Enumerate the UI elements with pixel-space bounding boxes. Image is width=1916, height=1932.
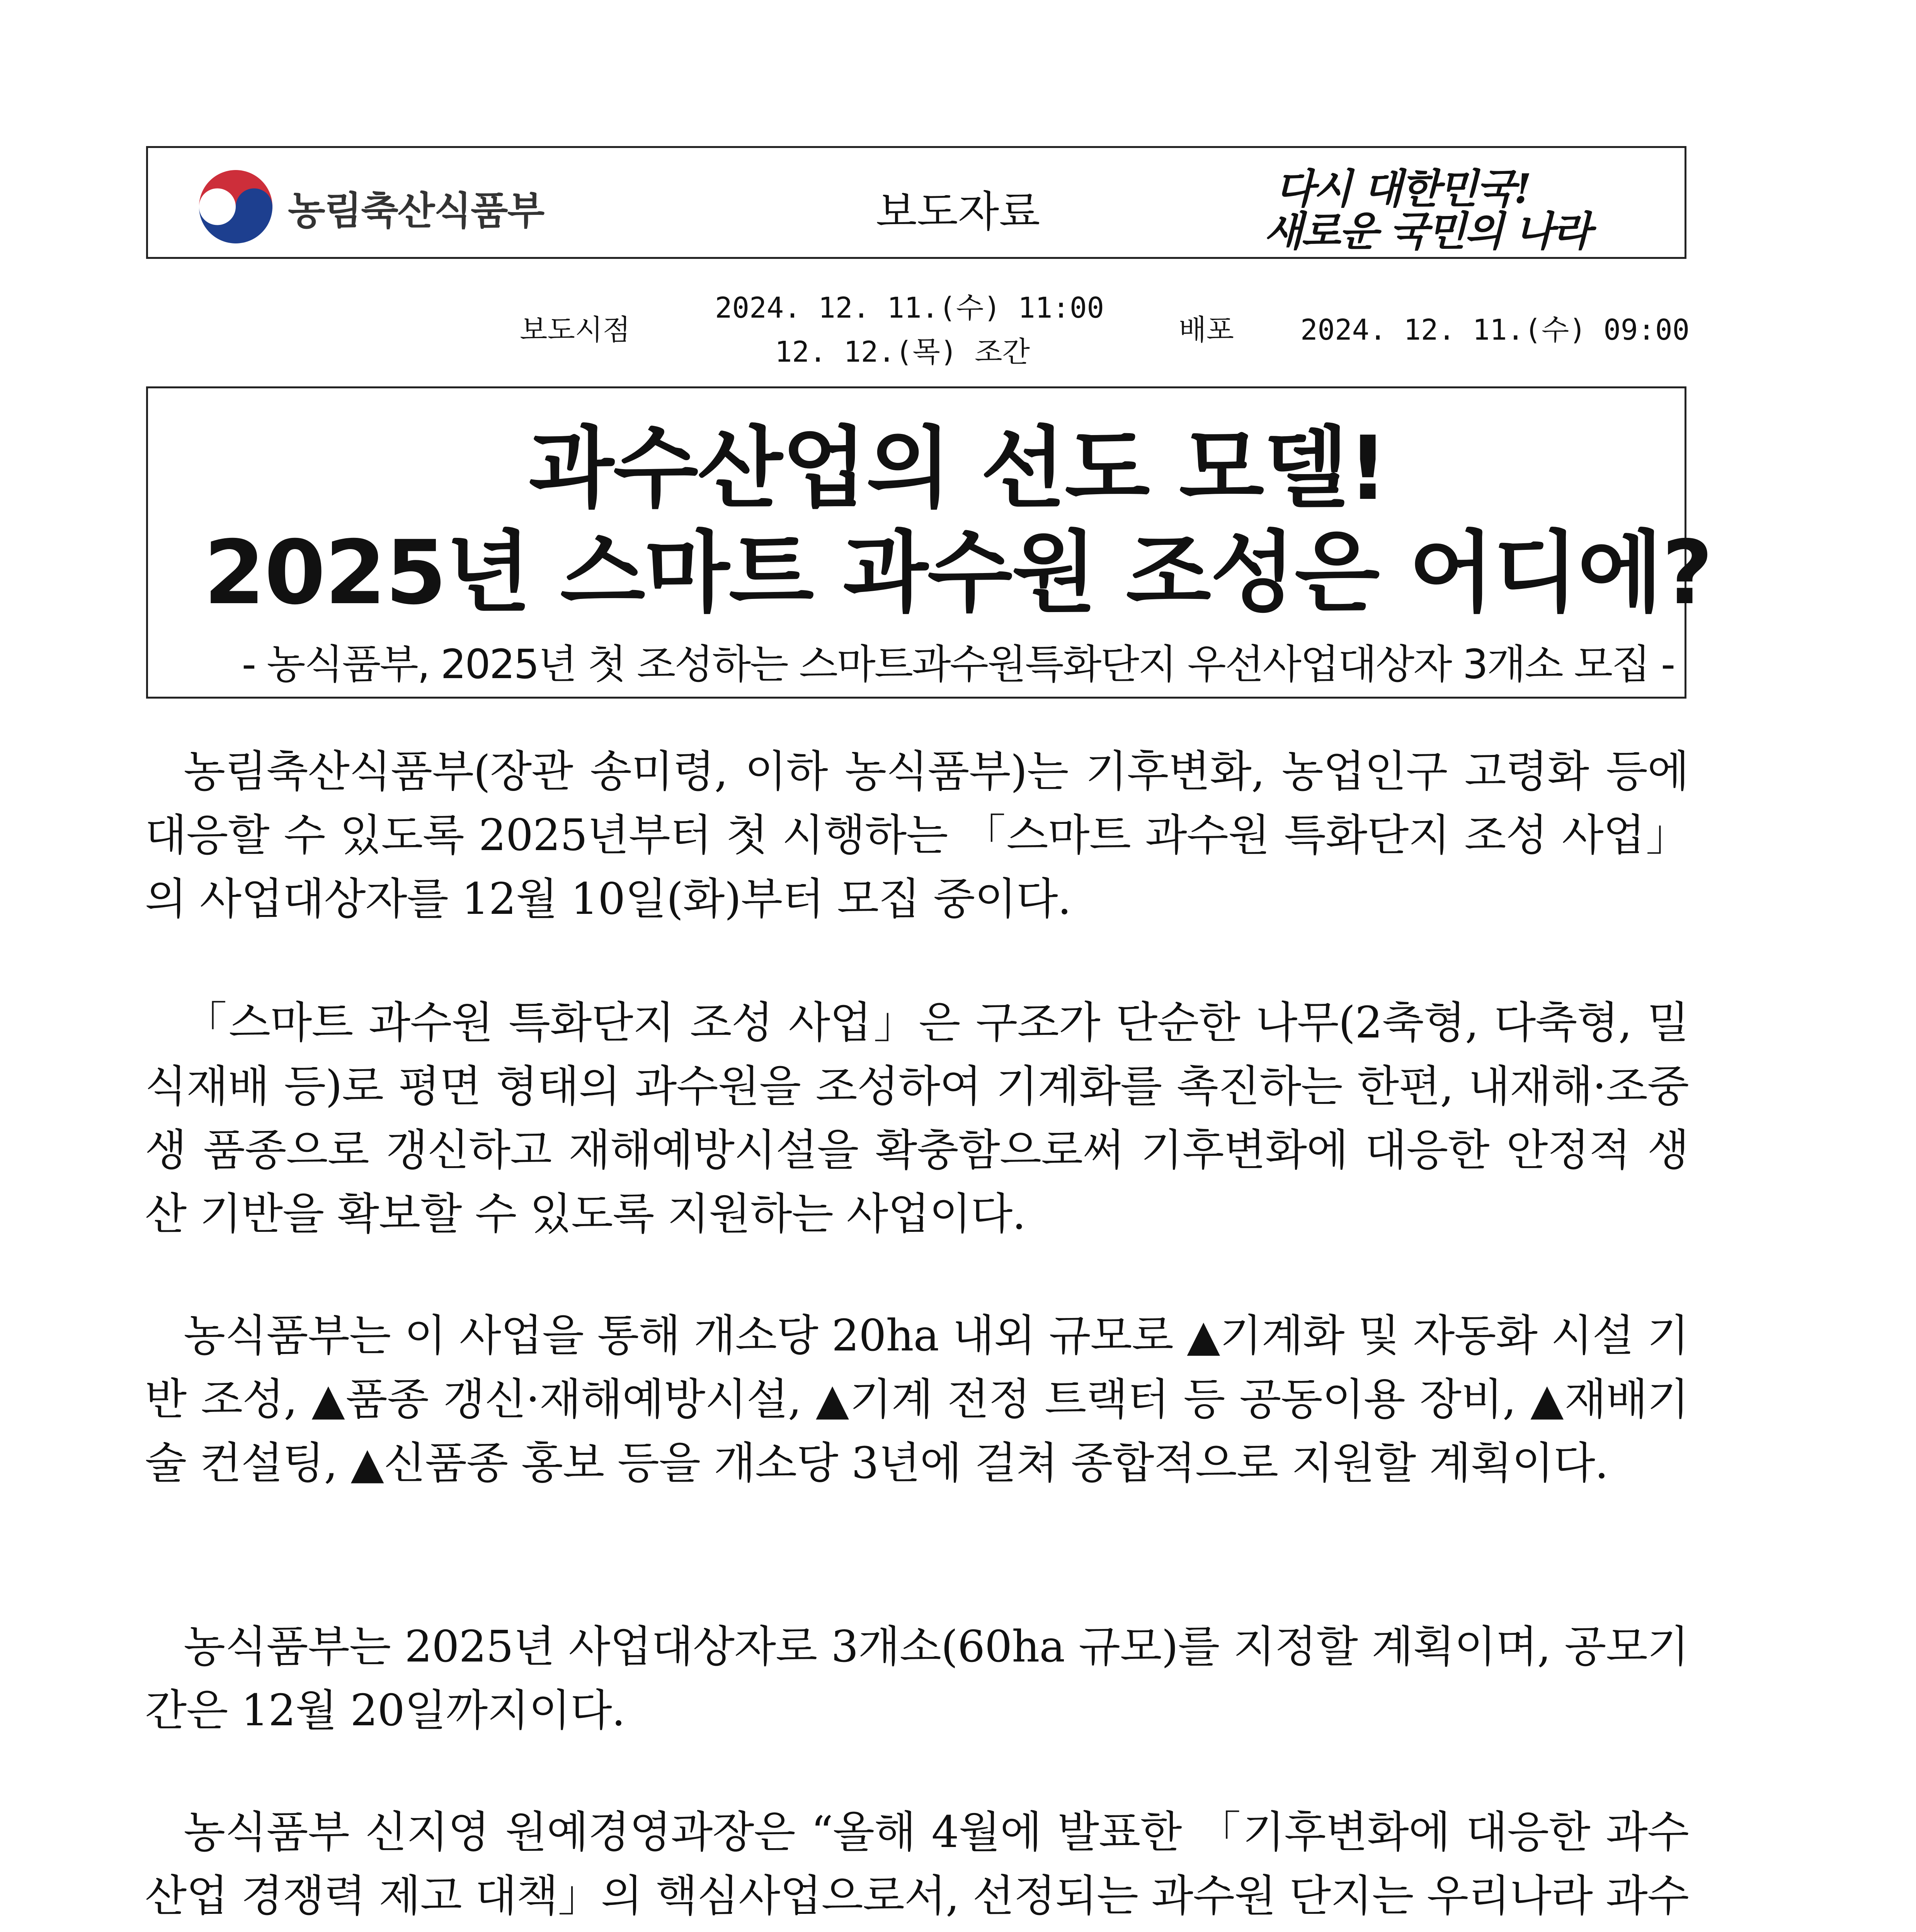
- body-paragraph-1: 농림축산식품부(장관 송미령, 이하 농식품부)는 기후변화, 농업인구 고령화 등에 대응할 수 있도록 2025년부터 첫 시행하는 「스마트 과수원 특화단지 조성 사업」의 사업대상자를 12월 10일(화)부터 모집 중이다.: [145, 747, 1689, 924]
- body-paragraph-4: 농식품부는 2025년 사업대상자로 3개소(60ha 규모)를 지정할 계획이며, 공모기간은 12월 20일까지이다.: [145, 1622, 1689, 1736]
- embargo-line-1: 2024. 12. 11.(수) 11:00: [715, 291, 1104, 325]
- embargo-line-2: 12. 12.(목) 조간: [775, 335, 1030, 369]
- embargo-label: 보도시점: [520, 313, 630, 347]
- slogan-line-1: 다시 대한민국!: [1275, 165, 1530, 213]
- body-paragraph-2: 「스마트 과수원 특화단지 조성 사업」은 구조가 단순한 나무(2축형, 다축형, 밀식재배 등)로 평면 형태의 과수원을 조성하여 기계화를 촉진하는 한편, 내재해·조중생 품종으로 갱신하고 재해예방시설을 확충함으로써 기후변화에 대응한 안정적 생산 기반을 확보할 수 있도록 지원하는 사업이다.: [145, 998, 1689, 1239]
- body-paragraph-3: 농식품부는 이 사업을 통해 개소당 20ha 내외 규모로 ▲기계화 및 자동화 시설 기반 조성, ▲품종 갱신·재해예방시설, ▲기계 전정 트랙터 등 공동이용 장비, ▲재배기술 컨설팅, ▲신품종 홍보 등을 개소당 3년에 걸쳐 종합적으로 지원할 계획이다.: [145, 1311, 1689, 1488]
- headline-line-1: 과수산업의 선도 모델!: [529, 417, 1387, 520]
- document-type: 보도자료: [876, 187, 1040, 236]
- ministry-name: 농림축산식품부: [288, 188, 544, 233]
- subtitle: - 농식품부, 2025년 첫 조성하는 스마트과수원특화단지 우선사업대상자 3개소 모집 -: [242, 641, 1674, 688]
- distribution-label: 배포: [1179, 313, 1234, 347]
- distribution-value: 2024. 12. 11.(수) 09:00: [1300, 313, 1690, 347]
- headline-line-2: 2025년 스마트 과수원 조성은 어디에?: [204, 521, 1712, 624]
- slogan-line-2: 새로운 국민의 나라: [1264, 207, 1590, 255]
- body-paragraph-5: 농식품부 신지영 원예경영과장은 “올해 4월에 발표한 「기후변화에 대응한 과수산업 경쟁력 제고 대책」의 핵심사업으로서, 선정되는 과수원 단지는 우리나라 과수: [145, 1807, 1689, 1921]
- slogan: [1264, 156, 1635, 255]
